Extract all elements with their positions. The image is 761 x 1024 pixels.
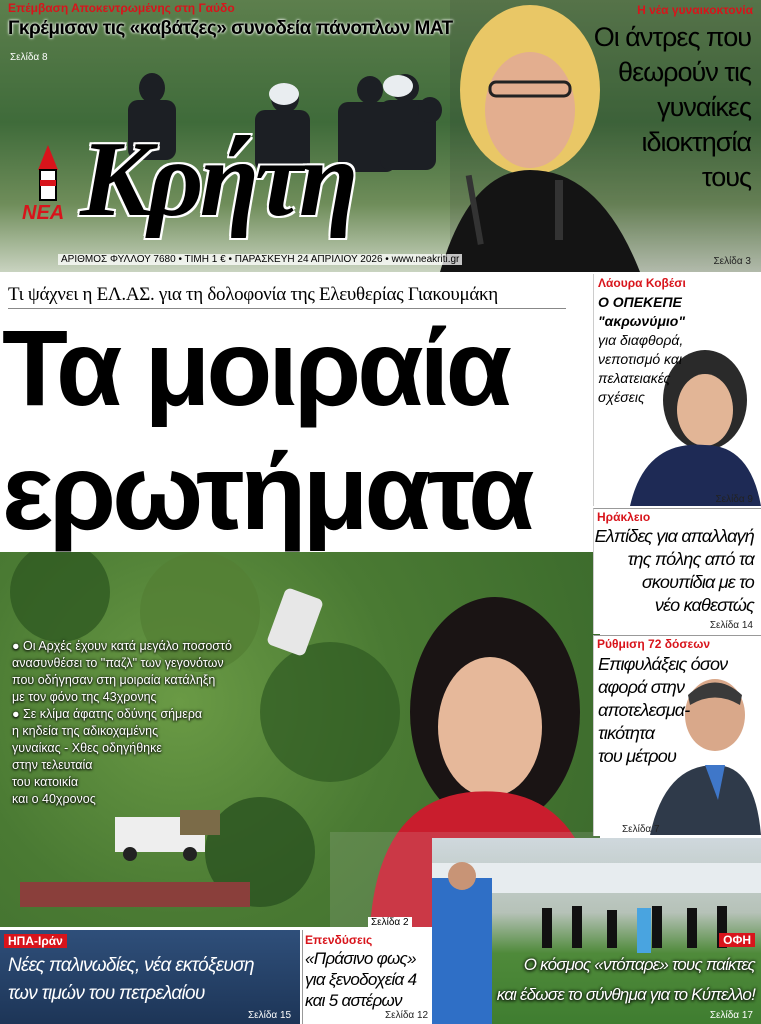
side2-page: Σελίδα 14: [709, 620, 753, 631]
side3-line: Επιφυλάξεις όσον: [598, 654, 728, 674]
top-right-line: ιδιοκτησία: [641, 127, 751, 157]
top-right-page: Σελίδα 3: [713, 256, 751, 267]
logo-big: Κρήτη: [80, 120, 355, 239]
bottom2-kicker: Επενδύσεις: [305, 933, 373, 947]
top-right-line: Οι άντρες που: [593, 22, 751, 52]
top-right-kicker: Η νέα γυναικοκτονία: [637, 3, 753, 17]
side1-kicker: Λάουρα Κοβέσι: [598, 276, 686, 290]
bottom1-line: Νέες παλινωδίες, νέα εκτόξευση: [8, 955, 254, 976]
bottom2-page: Σελίδα 12: [385, 1010, 429, 1021]
bottom3-page: Σελίδα 17: [709, 1010, 753, 1021]
main-headline-2: ερωτήματα: [2, 431, 531, 552]
bullet1-line: με τον φόνο της 43χρονης: [12, 690, 157, 704]
side2-line: της πόλης από τα: [627, 549, 754, 569]
main-subtitle: Τι ψάχνει η ΕΛ.ΑΣ. για τη δολοφονία της Ελευθερίας Γιακουμάκη: [8, 284, 566, 309]
bottom3-lines: [497, 950, 755, 1010]
top-right-line: θεωρούν τις: [618, 57, 751, 87]
bullet1-line: Οι Αρχές έχουν κατά μεγάλο ποσοστό: [23, 639, 232, 653]
side1-line: για διαφθορά,: [598, 332, 684, 348]
top-left-kicker: Επέμβαση Αποκεντρωμένης στη Γαύδο: [8, 1, 235, 15]
side1-line: νεποτισμό και: [598, 351, 682, 367]
bullet2-line: στην τελευταία: [12, 758, 93, 772]
logo-small: ΝΕΑ: [22, 202, 65, 224]
bottom2-lines: [305, 948, 416, 1011]
side3-lines: [598, 653, 727, 768]
bullet2-line: και ο 40χρονος: [12, 792, 96, 806]
bottom3-kicker: ΟΦΗ: [719, 933, 755, 947]
main-page: Σελίδα 2: [368, 917, 412, 928]
side2-lines: [594, 525, 754, 617]
bullet2-line: γυναίκας - Χθες οδηγήθηκε: [12, 741, 162, 755]
bullet2-line: του κατοικία: [12, 775, 79, 789]
bottom1-page: Σελίδα 15: [248, 1010, 292, 1021]
side3-page: Σελίδα 7: [622, 824, 660, 835]
top-right-line: τους: [701, 162, 751, 192]
bottom3-line: Ο κόσμος «ντόπαρε» τους παίκτες: [523, 955, 755, 974]
side3-line: τικότητα: [598, 723, 655, 743]
bullet-icon: ●: [12, 639, 24, 653]
main-headline-1: Τα μοιραία: [2, 307, 509, 428]
top-left-page: Σελίδα 8: [10, 52, 48, 63]
bottom2-line: «Πράσινο φως»: [305, 949, 416, 968]
side1-line: σχέσεις: [598, 389, 645, 405]
side3-line: αποτελεσμα-: [598, 700, 690, 720]
side1-line: Ο ΟΠΕΚΕΠΕ "ακρωνύμιο": [598, 294, 685, 329]
top-left-headline: Γκρέμισαν τις «καβάτζες» συνοδεία πάνοπλων ΜΑΤ: [8, 18, 453, 39]
side3-line: του μέτρου: [598, 746, 677, 766]
main-bullets: [12, 638, 242, 808]
side2-line: νέο καθεστώς: [654, 595, 754, 615]
bottom2-line: και 5 αστέρων: [305, 991, 402, 1010]
bullet1-line: που οδήγησαν στη μοιραία κατάληξη: [12, 673, 216, 687]
side3-line: αφορά στην: [598, 677, 685, 697]
top-right-headline: [571, 20, 751, 195]
bullet-icon: ●: [12, 707, 24, 721]
side2-line: σκουπίδια με το: [641, 572, 754, 592]
bullet2-line: Σε κλίμα άφατης οδύνης σήμερα: [23, 707, 203, 721]
bullet2-line: η κηδεία της αδικοχαμένης: [12, 724, 159, 738]
side1-lines: [598, 293, 758, 407]
side2-line: Ελπίδες για απαλλαγή: [594, 526, 754, 546]
top-right-line: γυναίκες: [657, 92, 751, 122]
bottom1-kicker: ΗΠΑ-Ιράν: [4, 934, 67, 948]
side1-page: Σελίδα 9: [715, 494, 753, 505]
side3-kicker: Ρύθμιση 72 δόσεων: [597, 637, 711, 651]
side1-line: πελατειακές: [598, 370, 671, 386]
lighthouse-logo-icon: [18, 140, 78, 210]
bottom2-line: για ξενοδοχεία 4: [305, 970, 417, 989]
issue-line: ΑΡΙΘΜΟΣ ΦΥΛΛΟΥ 7680 • ΤΙΜΗ 1 € • ΠΑΡΑΣΚΕΥΗ 24 ΑΠΡΙΛΙΟΥ 2026 • www.neakriti.gr: [58, 254, 462, 265]
bottom1-line: των τιμών του πετρελαίου: [8, 983, 205, 1004]
bottom1-lines: [8, 952, 254, 1008]
logo: [18, 120, 488, 250]
side2-kicker: Ηράκλειο: [597, 510, 651, 524]
bullet1-line: ανασυνθέσει το "παζλ" των γεγονότων: [12, 656, 224, 670]
bottom3-line: και έδωσε το σύνθημα για το Κύπελλο!: [496, 985, 755, 1004]
